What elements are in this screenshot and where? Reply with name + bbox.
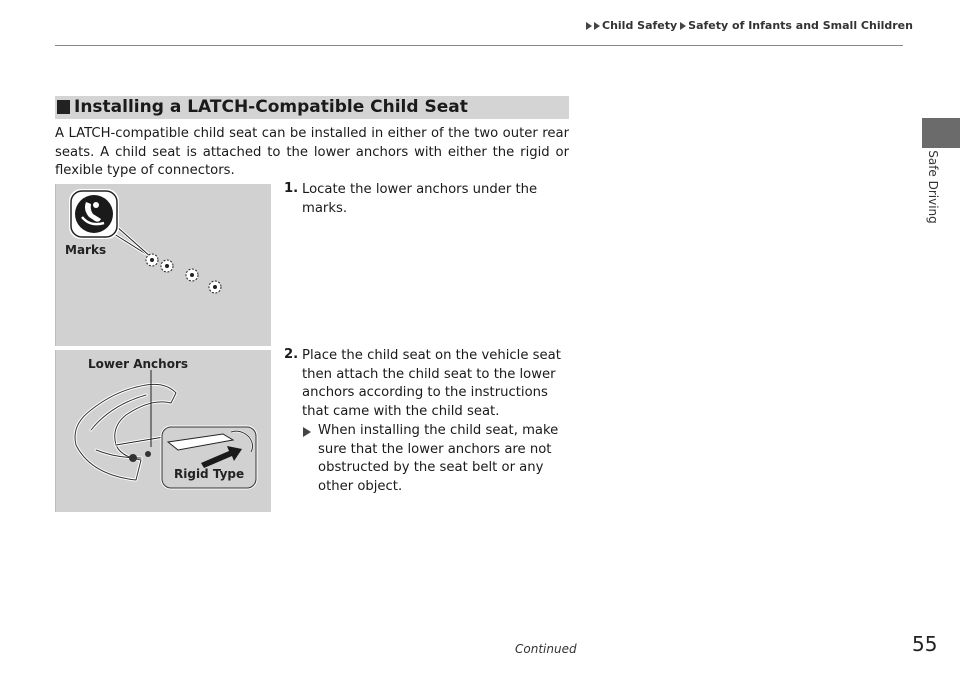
anchor-marks-illustration <box>56 184 271 346</box>
breadcrumb <box>586 19 913 32</box>
lower-anchors-illustration <box>56 350 271 512</box>
breadcrumb-item-safety-infants[interactable]: Safety of Infants and Small Children <box>688 19 913 32</box>
step-2-text: Place the child seat on the vehicle seat then attach the child seat to the lower anchors according to the instructions that came with the child seat. <box>302 348 561 419</box>
breadcrumb-arrow-icon <box>586 22 592 30</box>
breadcrumb-arrow-icon <box>680 22 686 30</box>
marks-label: Marks <box>65 243 107 257</box>
continued-label: Continued <box>515 642 577 656</box>
step-2-number: 2. <box>284 347 299 362</box>
header-divider <box>55 45 903 46</box>
note-arrow-icon <box>303 427 311 437</box>
intro-paragraph: A LATCH-compatible child seat can be installed in either of the two outer rear seats. A child seat is attached to the lower anchors with either the rigid or flexible type of connectors. <box>55 126 569 178</box>
breadcrumb-item-child-safety[interactable]: Child Safety <box>602 19 678 32</box>
step-1-text: Locate the lower anchors under the marks. <box>302 182 538 216</box>
side-tab-label: Safe Driving <box>926 150 940 224</box>
lower-anchors-label: Lower Anchors <box>88 357 189 371</box>
page-number: 55 <box>912 632 938 656</box>
child-seat-mark-icon <box>75 195 113 233</box>
figure-lower-anchors <box>55 350 271 512</box>
figure-anchor-marks <box>55 184 271 346</box>
step-1-number: 1. <box>284 181 299 196</box>
breadcrumb-arrow-icon <box>594 22 600 30</box>
installation-note: When installing the child seat, make sure that the lower anchors are not obstructed by the seat belt or any other object. <box>318 423 559 494</box>
rigid-type-label: Rigid Type <box>174 467 245 481</box>
section-title: Installing a LATCH-Compatible Child Seat <box>74 97 468 117</box>
section-bullet-icon <box>57 100 70 114</box>
